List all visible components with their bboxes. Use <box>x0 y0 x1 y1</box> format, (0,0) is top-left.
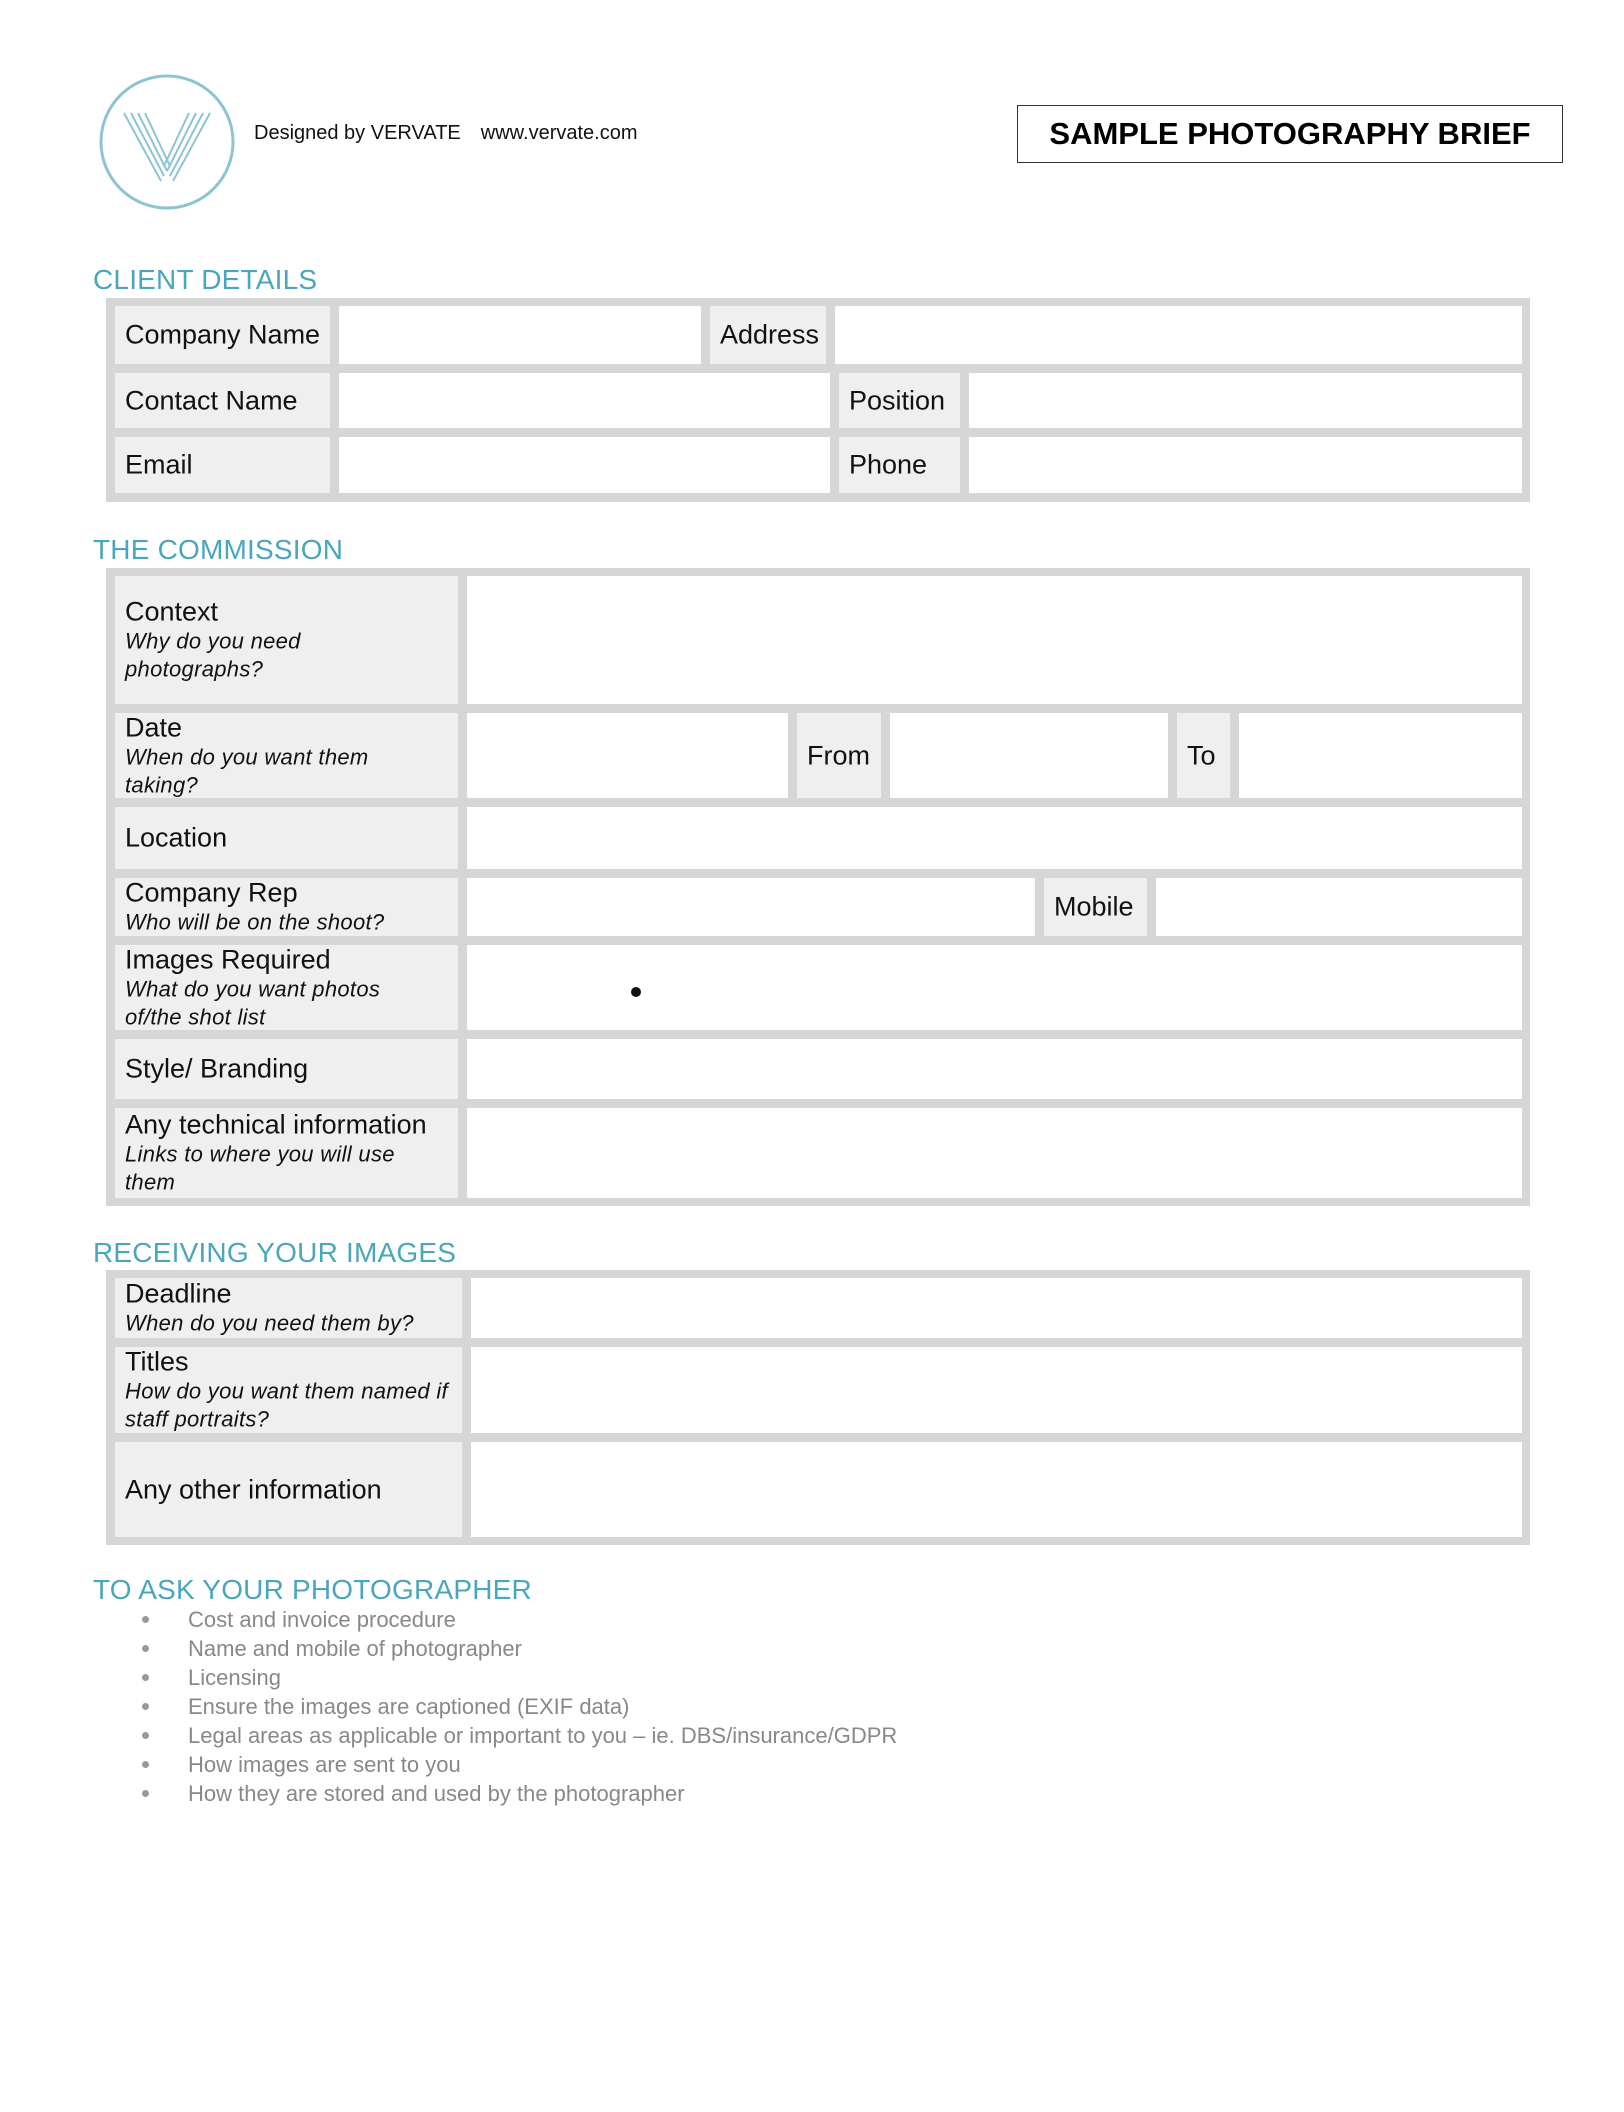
email-label: Email <box>115 437 330 493</box>
list-item: Licensing <box>140 1663 897 1692</box>
context-field[interactable] <box>467 576 1522 704</box>
client-details-table <box>106 298 1530 502</box>
technical-info-label: Any technical information Links to where you will use them <box>115 1108 458 1198</box>
commission-table <box>106 568 1530 1206</box>
address-field[interactable] <box>835 306 1522 364</box>
list-item: Legal areas as applicable or important to you – ie. DBS/insurance/GDPR <box>140 1721 897 1750</box>
address-label: Address <box>710 306 826 364</box>
email-field[interactable] <box>339 437 830 493</box>
date-label: Date When do you want them taking? <box>115 713 458 798</box>
from-field[interactable] <box>890 713 1168 798</box>
style-branding-label: Style/ Branding <box>115 1039 458 1099</box>
list-item: How they are stored and used by the photographer <box>140 1779 897 1808</box>
website-link[interactable]: www.vervate.com <box>480 122 638 144</box>
titles-field[interactable] <box>471 1347 1522 1433</box>
bullet-icon <box>142 1616 149 1623</box>
style-branding-field[interactable] <box>467 1039 1522 1099</box>
mobile-label: Mobile <box>1044 878 1147 936</box>
bullet-icon <box>142 1732 149 1739</box>
document-title: SAMPLE PHOTOGRAPHY BRIEF <box>1017 105 1563 163</box>
commission-heading: THE COMMISSION <box>93 534 344 565</box>
date-field[interactable] <box>467 713 788 798</box>
designed-by-credit <box>254 122 638 145</box>
images-required-label: Images Required What do you want photos of/the shot list <box>115 945 458 1030</box>
other-info-field[interactable] <box>471 1442 1522 1537</box>
list-item: Cost and invoice procedure <box>140 1605 897 1634</box>
contact-name-field[interactable] <box>339 373 830 428</box>
ask-photographer-heading: TO ASK YOUR PHOTOGRAPHER <box>93 1574 532 1605</box>
titles-label: Titles How do you want them named if staff portraits? <box>115 1347 462 1433</box>
list-item: How images are sent to you <box>140 1750 897 1779</box>
bullet-icon <box>142 1761 149 1768</box>
designed-by-text: Designed by VERVATE <box>254 122 461 144</box>
technical-info-field[interactable] <box>467 1108 1522 1198</box>
position-field[interactable] <box>969 373 1522 428</box>
location-label: Location <box>115 807 458 869</box>
list-item: Name and mobile of photographer <box>140 1634 897 1663</box>
bullet-icon <box>142 1674 149 1681</box>
location-field[interactable] <box>467 807 1522 869</box>
mobile-field[interactable] <box>1156 878 1522 936</box>
company-rep-label: Company Rep Who will be on the shoot? <box>115 878 458 936</box>
other-info-label: Any other information <box>115 1442 462 1537</box>
phone-field[interactable] <box>969 437 1522 493</box>
client-details-heading: CLIENT DETAILS <box>93 264 318 295</box>
from-label: From <box>797 713 881 798</box>
to-field[interactable] <box>1239 713 1522 798</box>
bullet-icon <box>142 1645 149 1652</box>
bullet-icon <box>142 1790 149 1797</box>
phone-label: Phone <box>839 437 960 493</box>
receiving-images-heading: RECEIVING YOUR IMAGES <box>93 1237 457 1268</box>
vervate-v-logo-icon <box>98 73 236 211</box>
list-item: Ensure the images are captioned (EXIF data) <box>140 1692 897 1721</box>
deadline-field[interactable] <box>471 1278 1522 1338</box>
images-required-field[interactable] <box>467 945 1522 1030</box>
company-rep-field[interactable] <box>467 878 1035 936</box>
contact-name-label: Contact Name <box>115 373 330 428</box>
photographer-checklist <box>140 1605 897 1808</box>
context-label: Context Why do you need photographs? <box>115 576 458 704</box>
company-name-label: Company Name <box>115 306 330 364</box>
deadline-label: Deadline When do you need them by? <box>115 1278 462 1338</box>
position-label: Position <box>839 373 960 428</box>
receiving-images-table <box>106 1270 1530 1545</box>
bullet-icon <box>142 1703 149 1710</box>
bullet-point-icon <box>631 987 641 997</box>
company-name-field[interactable] <box>339 306 701 364</box>
to-label: To <box>1177 713 1230 798</box>
